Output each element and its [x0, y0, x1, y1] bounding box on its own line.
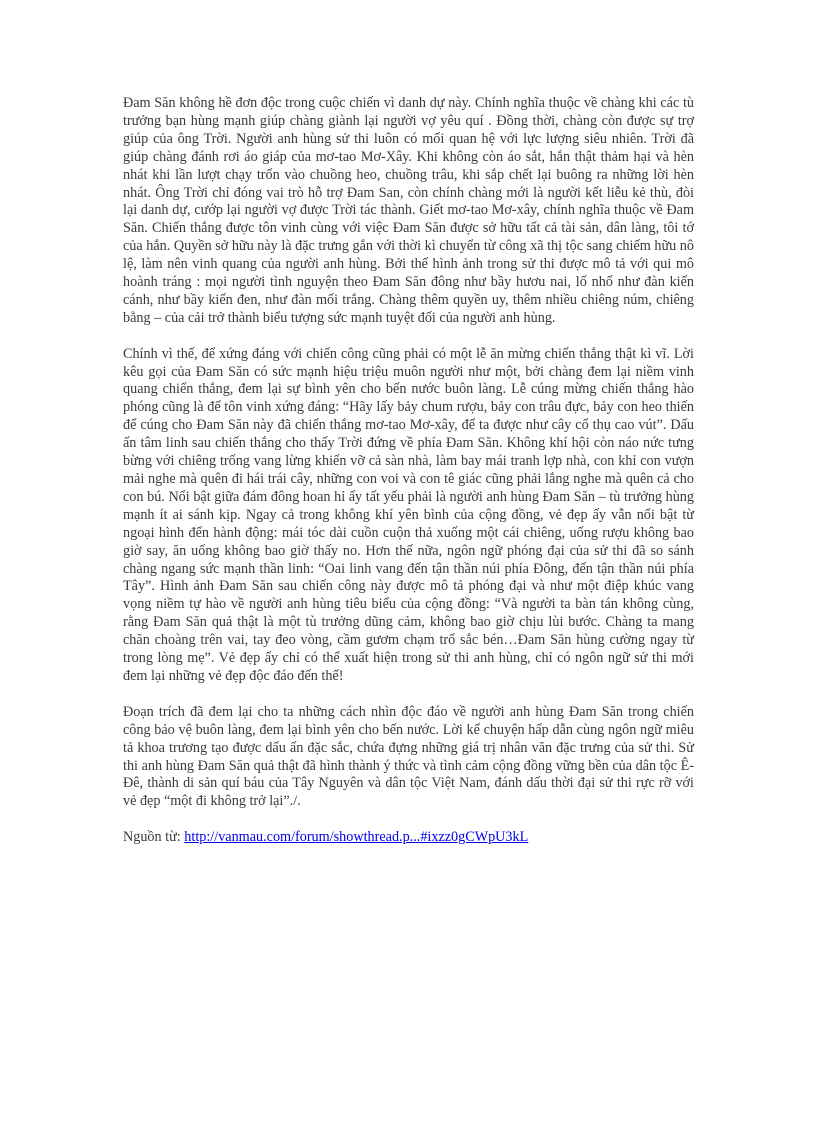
document-page	[123, 95, 694, 847]
source-label: Nguồn từ:	[123, 829, 185, 846]
source-link[interactable]: http://vanmau.com/forum/showthread.p...#ixzz0gCWpU3kL	[184, 829, 529, 846]
paragraph-1: Đam Săn không hề đơn độc trong cuộc chiến vì danh dự này. Chính nghĩa thuộc về chàng khi các tù trưởng bạn hùng mạnh giúp chàng giành lại người vợ yêu quí . Đồng thời, chàng còn được sự trợ giúp của ông Trời. Người anh hùng sử thi luôn có mối quan hệ với lực lượng siêu nhiên. Trời đã giúp chàng đánh rơi áo giáp của mơ-tao Mơ-Xây. Khi không còn áo sắt, hắn thật thảm hại và hèn nhát khi lần lượt chạy trốn vào chuồng heo, chuồng trâu, khi sắp chết lại buông ra những lời hèn nhát. Ông Trời chỉ đóng vai trò hỗ trợ Đam San, còn chính chàng mới là người kết liễu kẻ thù, đòi lại danh dự, cướp lại người vợ được Trời tác thành. Giết mơ-tao Mơ-xây, chính nghĩa thuộc về Đam Săn. Chiến thắng được tôn vinh cùng với việc Đam Săn được sở hữu tất cả tài sản, dân làng, tôi tớ của hắn. Quyền sở hữu này là đặc trưng gắn với thời kì chuyển từ công xã thị tộc sang chiếm hữu nô lệ, làm nên vinh quang của người anh hùng. Bởi thế hình ảnh trong sử thi được mô tả với qui mô hoành tráng : mọi người tình nguyện theo Đam Săn đông như bầy hươu nai, lố nhố như đàn kiến cánh, như bầy kiến đen, như đàn mối trắng. Chàng thêm quyền uy, thêm nhiều chiêng núm, chiêng bằng – của cải trở thành biểu tượng sức mạnh tuyệt đối của người anh hùng.	[123, 95, 694, 326]
source-line	[123, 829, 694, 847]
paragraph-3: Đoạn trích đã đem lại cho ta những cách nhìn độc đáo về người anh hùng Đam Săn trong chiến công bảo vệ buôn làng, đem lại bình yên cho bến nước. Lời kể chuyện hấp dẫn cùng ngôn ngữ miêu tả khoa trương tạo được dấu ấn đặc sắc, chứa đựng những giá trị nhân văn đặc trưng của sử thi. Sử thi anh hùng Đam Săn quả thật đã hình thành ý thức và tình cảm cộng đồng vững bền của dân tộc Ê-Đê, thành di sản quí báu của Tây Nguyên và dân tộc Việt Nam, đánh dấu thời đại sử thi rực rỡ với vẻ đẹp “một đi không trở lại”./.	[123, 703, 694, 810]
paragraph-2: Chính vì thế, để xứng đáng với chiến công cũng phải có một lễ ăn mừng chiến thắng thật kì vĩ. Lời kêu gọi của Đam Săn có sức mạnh hiệu triệu muôn người như một, bởi chàng đem lại niềm vinh quang chiến thắng, đem lại sự bình yên cho bến nước buôn làng. Lễ cúng mừng chiến thắng hào phóng cũng là để tôn vinh xứng đáng: “Hãy lấy bảy chum rượu, bảy con trâu đực, bảy con heo thiến để cúng cho Đam Săn này đã chiến thắng mơ-tao Mơ-xây, để ta được như cây cổ thụ cao vút”. Dấu ấn tâm linh sau chiến thắng cho thấy Trời đứng về phía Đam Săn. Không khí hội còn náo nức tưng bừng với chiêng trống vang lừng khiến vỡ cả sàn nhà, làm bay mái tranh lợp nhà, con khỉ con vượn mải nghe mà quên đi hái trái cây, những con voi và con tê giác cũng phải lắng nghe mà quên cả cho con bú. Nổi bật giữa đám đông hoan hỉ ấy tất yếu phải là người anh hùng Đam Săn – tù trưởng hùng mạnh ít ai sánh kịp. Ngay cả trong không khí yên bình của cộng đồng, vẻ đẹp ấy vẫn nổi bật từ ngoại hình đến hành động: mái tóc dài cuồn cuộn thả xuống một cái chiêng, uống rượu không bao giờ say, ăn uống không bao giờ thấy no. Hơn thế nữa, ngôn ngữ phóng đại của sử thi đã so sánh chàng ngang sức mạnh thần linh: “Oai linh vang đến tận thần núi phía Đông, đến tận thần núi phía Tây”. Hình ảnh Đam Săn sau chiến công này được mô tả phóng đại và như một điệp khúc vang vọng niềm tự hào về người anh hùng tiêu biểu của cộng đồng: “Và người ta bàn tán không cùng, rằng Đam Săn quả thật là một tù trưởng dũng cảm, không bao giờ chịu lùi bước. Chàng ta mang chăn choàng trên vai, tay đeo vòng, cầm gươm chạm trổ sắc bén…Đam Săn hùng cường ngay từ trong lòng mẹ”. Vẻ đẹp ấy chỉ có thể xuất hiện trong sử thi anh hùng, chỉ có ngôn ngữ sử thi mới đem lại những vẻ đẹp độc đáo đến thế!	[123, 345, 694, 684]
